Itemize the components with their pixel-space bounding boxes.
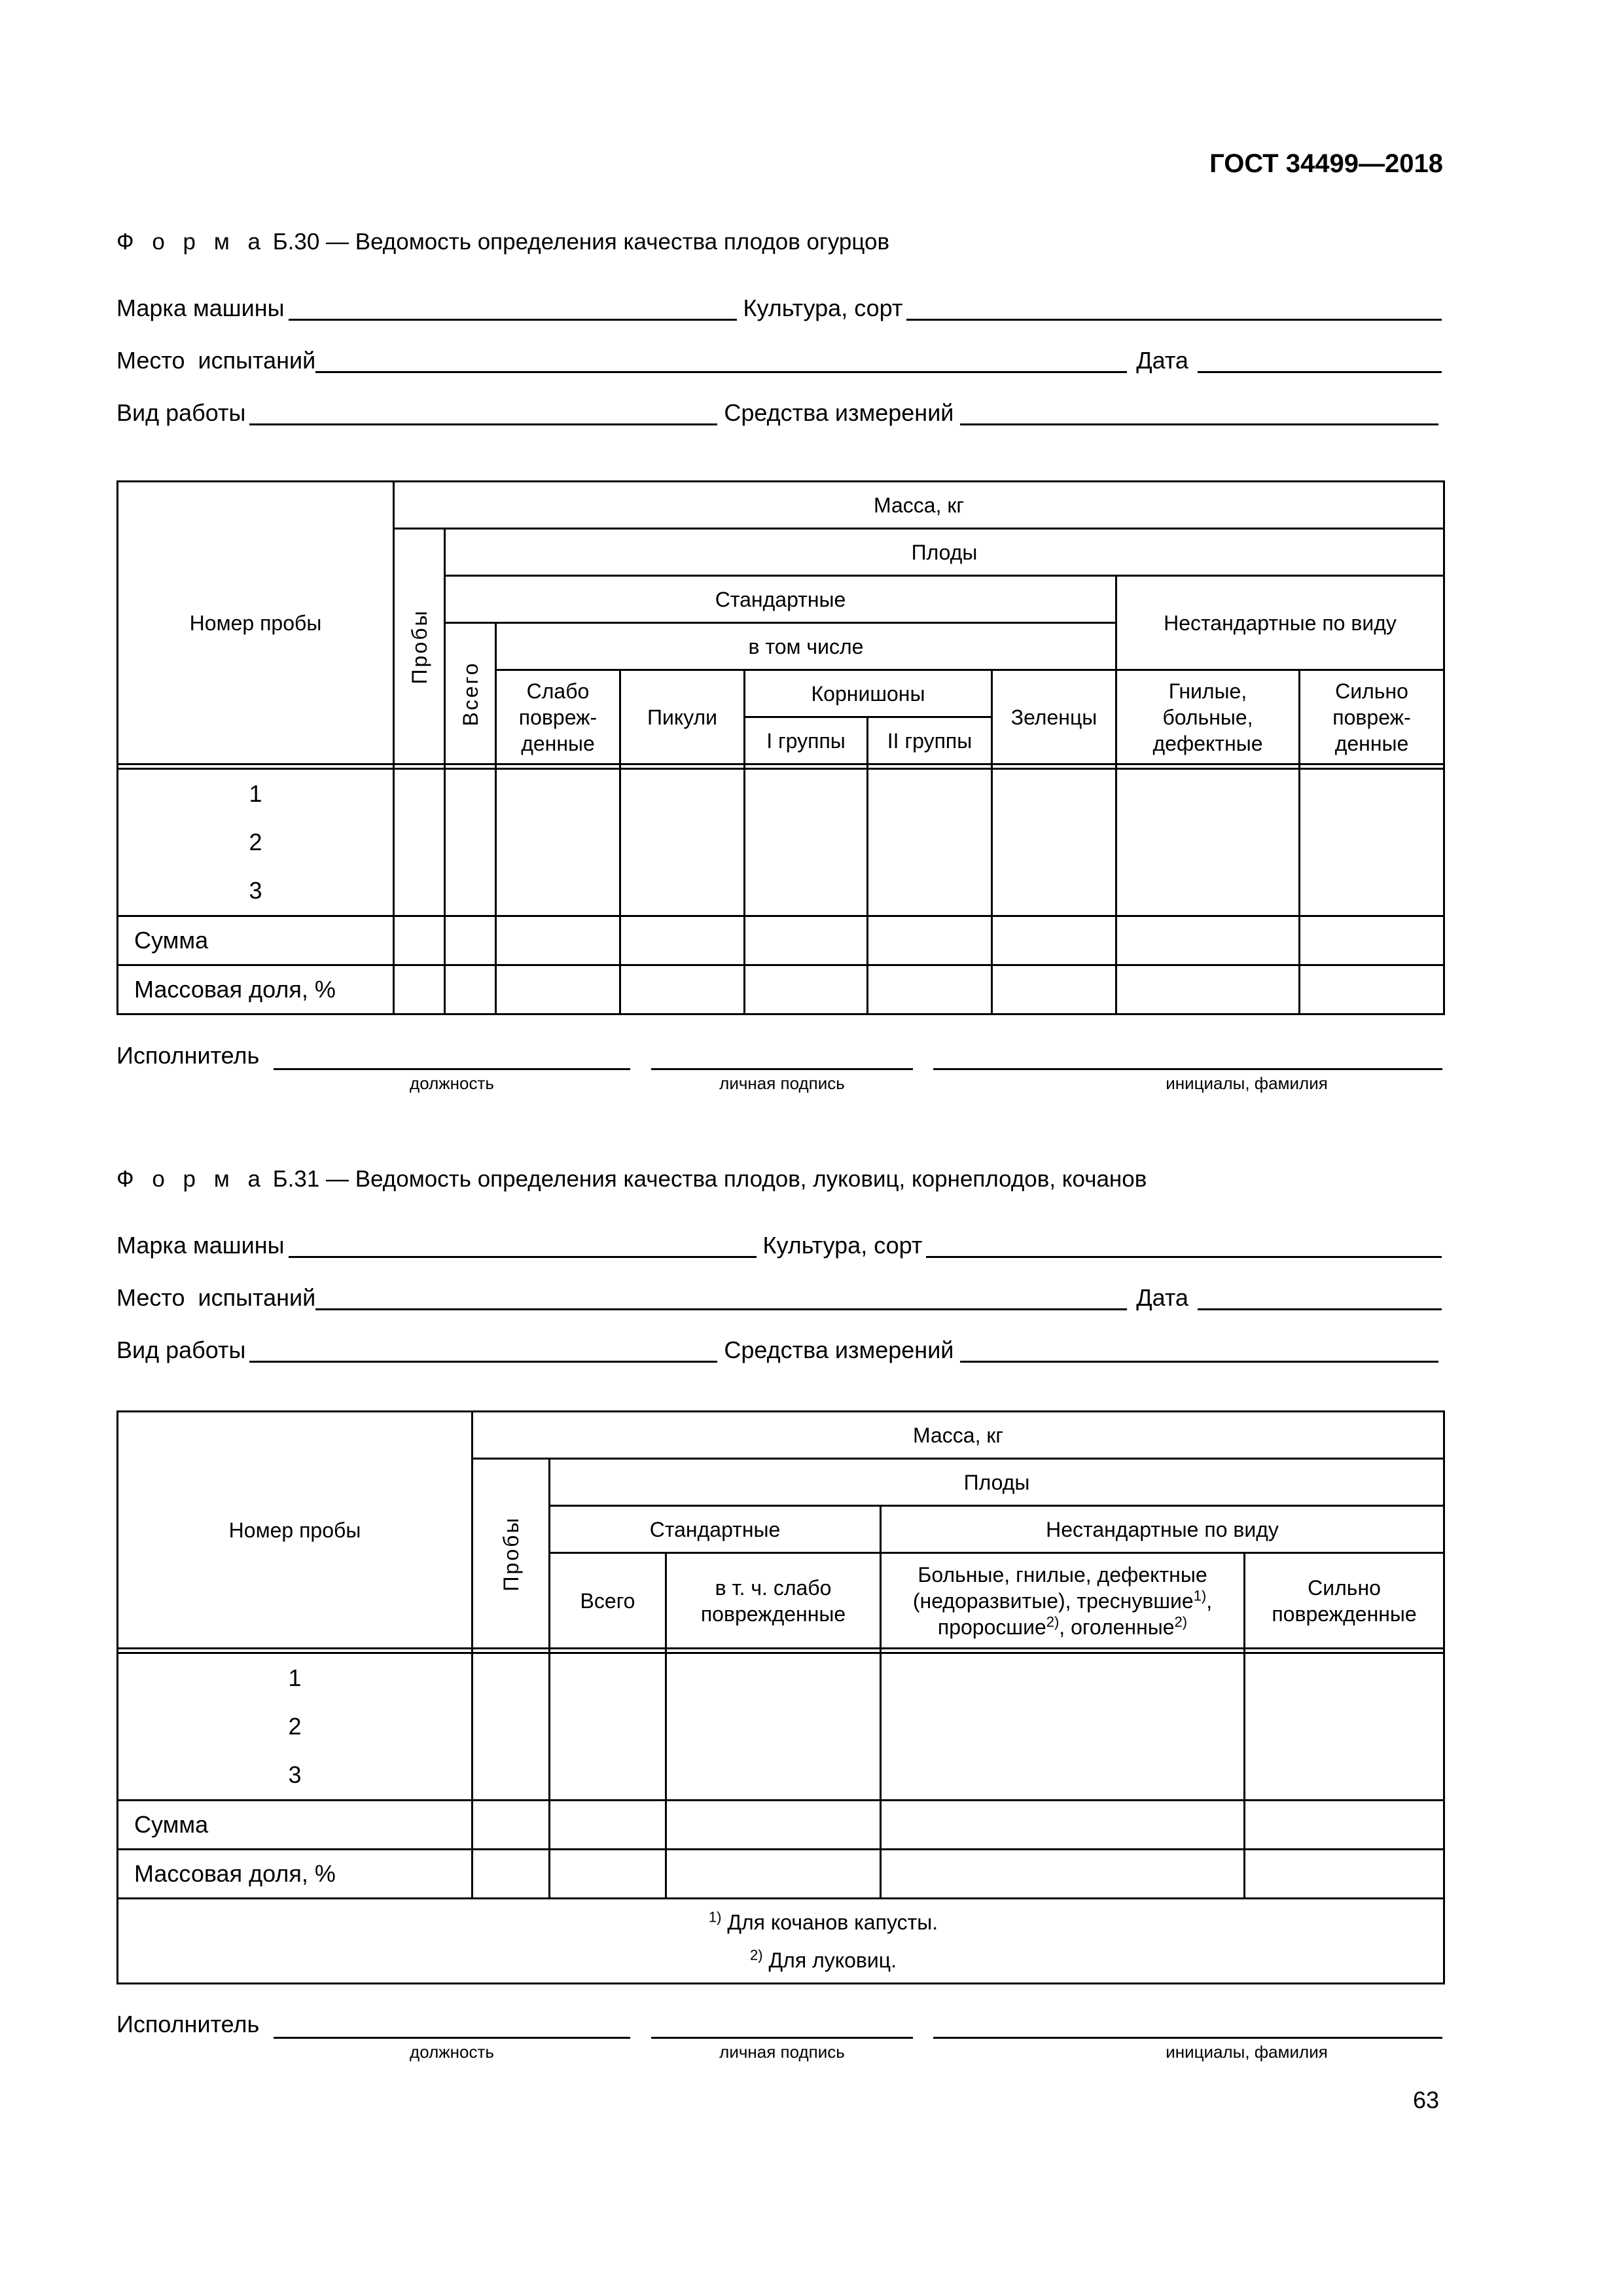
form30-row-work [116,398,1442,427]
col-nonstandard: Нестандартные по виду [881,1506,1444,1553]
col-heavily-damaged: Сильно повреж-денные [1300,670,1444,764]
col-greens: Зеленцы [992,670,1116,764]
form31-title-text: Б.31 — Ведомость определения качества плодов, луковиц, корнеплодов, кочанов [266,1166,1147,1192]
name-caption: инициалы, фамилия [1166,1073,1328,1093]
position-field[interactable] [274,1068,630,1070]
crop-field[interactable] [926,1256,1442,1258]
work-label: Вид работы [116,399,246,426]
table-row-samples [118,1653,1444,1801]
place-label: Место испытаний [116,347,316,374]
col-including: в том числе [496,623,1116,670]
table-row-sum [118,1801,1444,1850]
col-mass: Масса, кг [394,482,1444,529]
col-nonstandard: Нестандартные по виду [1116,576,1444,670]
form31-signature [116,2011,1442,2063]
work-field[interactable] [249,1361,717,1363]
position-caption: должность [410,1073,494,1093]
machine-label: Марка машины [116,1232,285,1259]
col-group1: I группы [745,717,868,764]
col-group2: II группы [868,717,992,764]
col-incl-slightly: в т. ч. слабо поврежденные [666,1553,881,1649]
performer-label: Исполнитель [116,2011,260,2037]
row-mass-share-label: Массовая доля, % [118,965,394,1014]
tools-label: Средства измерений [724,1336,954,1363]
col-sample-number: Номер пробы [118,1412,473,1649]
col-fruits: Плоды [445,529,1444,576]
document-id: ГОСТ 34499—2018 [1209,149,1443,178]
table-row-sum [118,916,1444,965]
place-label: Место испытаний [116,1284,316,1311]
form30-table [116,480,1445,1015]
col-fruits: Плоды [550,1459,1444,1506]
performer-label: Исполнитель [116,1042,260,1069]
form31-row-work [116,1335,1442,1364]
col-gherkins: Корнишоны [745,670,992,717]
footnote-1: $^{1)}$ Для кочанов капусты. [708,1908,938,1934]
col-standard: Стандартные [550,1506,881,1553]
form30-row-place [116,346,1442,374]
col-standard: Стандартные [445,576,1116,623]
work-field[interactable] [249,423,717,425]
name-caption: инициалы, фамилия [1166,2042,1328,2062]
col-sample-number: Номер пробы [118,482,394,764]
date-label: Дата [1136,1284,1188,1311]
footnote-2: $^{2)}$ Для луковиц. [750,1946,897,1972]
col-mass: Масса, кг [473,1412,1444,1459]
signature-field[interactable] [651,1068,913,1070]
col-total: Всего [550,1553,666,1649]
page-number: 63 [1412,2087,1439,2113]
form31-title-prefix: Ф о р м а [116,1166,266,1192]
form30-title-prefix: Ф о р м а [116,229,266,255]
footnotes [118,1899,1444,1984]
signature-caption: личная подпись [719,2042,845,2062]
date-field[interactable] [1198,371,1442,373]
signature-caption: личная подпись [719,1073,845,1093]
col-sick: Больные, гнилые, дефектные (недоразвитые), треснувшие$^{1)}$, проросшие$^{2)}$, оголенные$^{2)}$ [881,1553,1245,1649]
table-row-mass-share [118,1850,1444,1899]
col-samples: Пробы [394,529,445,764]
form31-row-place [116,1283,1442,1312]
tools-field[interactable] [960,423,1438,425]
position-caption: должность [410,2042,494,2062]
table-footnotes [118,1899,1444,1984]
col-heavily-damaged: Сильно поврежденные [1245,1553,1444,1649]
col-rotten: Гнилые, больные, дефектные [1116,670,1300,764]
crop-label: Культура, сорт [762,1232,923,1259]
row-numbers: 1 2 3 [118,1653,473,1801]
place-field[interactable] [315,1308,1127,1310]
position-field[interactable] [274,2037,630,2039]
form31-title [116,1166,1147,1193]
form31-row-machine [116,1230,1442,1259]
form30-signature [116,1042,1442,1094]
crop-field[interactable] [906,319,1442,321]
machine-label: Марка машины [116,295,285,321]
row-mass-share-label: Массовая доля, % [118,1850,473,1899]
col-total: Всего [445,623,496,764]
form30-title [116,229,889,255]
machine-field[interactable] [289,319,737,321]
name-field[interactable] [933,1068,1442,1070]
form30-row-machine [116,293,1442,322]
col-samples: Пробы [473,1459,550,1649]
tools-label: Средства измерений [724,399,954,426]
place-field[interactable] [315,371,1127,373]
form31-table [116,1410,1445,1984]
work-label: Вид работы [116,1336,246,1363]
name-field[interactable] [933,2037,1442,2039]
machine-field[interactable] [289,1256,757,1258]
crop-label: Культура, сорт [743,295,903,321]
col-pickles: Пикули [620,670,745,764]
table-row-samples [118,769,1444,916]
table-row-mass-share [118,965,1444,1014]
row-sum-label: Сумма [118,916,394,965]
signature-field[interactable] [651,2037,913,2039]
date-field[interactable] [1198,1308,1442,1310]
form30-title-text: Б.30 — Ведомость определения качества плодов огурцов [266,229,890,255]
col-slightly-damaged: Слабо повреж-денные [496,670,620,764]
row-sum-label: Сумма [118,1801,473,1850]
tools-field[interactable] [960,1361,1438,1363]
row-numbers: 1 2 3 [118,769,394,916]
date-label: Дата [1136,347,1188,374]
